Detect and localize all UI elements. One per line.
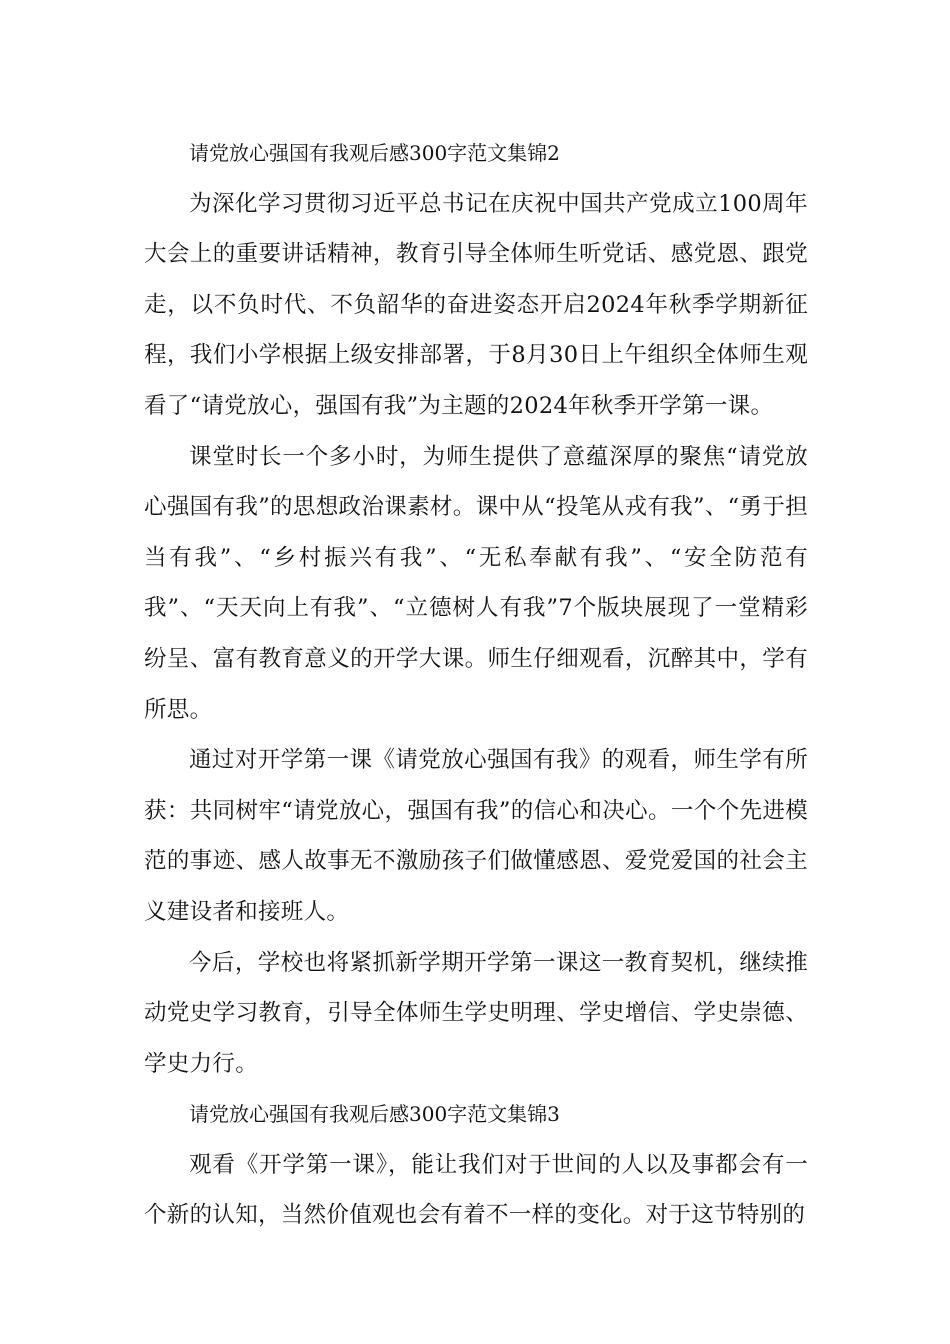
body-paragraph: 课堂时长一个多小时，为师生提供了意蕴深厚的聚焦“请党放心强国有我”的思想政治课素材。课中从“投笔从戎有我”、“勇于担当有我”、“乡村振兴有我”、“无私奉献有我”、“安全防范有我”、“天天向上有我”、“立德树人有我”7个版块展现了一堂精彩纷呈、富有教育意义的开学大课。师生仔细观看，沉醉其中，学有所思。 — [144, 443, 808, 723]
body-paragraph: 今后，学校也将紧抓新学期开学第一课这一教育契机，继续推动党史学习教育，引导全体师生学史明理、学史增信、学史崇德、学史力行。 — [144, 949, 808, 1077]
body-paragraph: 通过对开学第一课《请党放心强国有我》的观看，师生学有所获：共同树牢“请党放心，强国有我”的信心和决心。一个个先进模范的事迹、感人故事无不激励孩子们做懂感恩、爱党爱国的社会主义建设者和接班人。 — [144, 747, 808, 925]
section-heading: 请党放心强国有我观后感300字范文集锦2 — [189, 141, 560, 165]
body-paragraph: 观看《开学第一课》，能让我们对于世间的人以及事都会有一个新的认知，当然价值观也会有着不一样的变化。对于这节特别的 — [144, 1151, 808, 1229]
document-body — [144, 128, 808, 1241]
section-heading: 请党放心强国有我观后感300字范文集锦3 — [189, 1102, 560, 1127]
body-paragraph: 为深化学习贯彻习近平总书记在庆祝中国共产党成立100周年大会上的重要讲话精神，教育引导全体师生听党话、感党恩、跟党走，以不负时代、不负韶华的奋进姿态开启2024年秋季学期新征程，我们小学根据上级安排部署，于8月30日上午组织全体师生观看了“请党放心，强国有我”为主题的2024年秋季开学第一课。 — [144, 190, 808, 419]
